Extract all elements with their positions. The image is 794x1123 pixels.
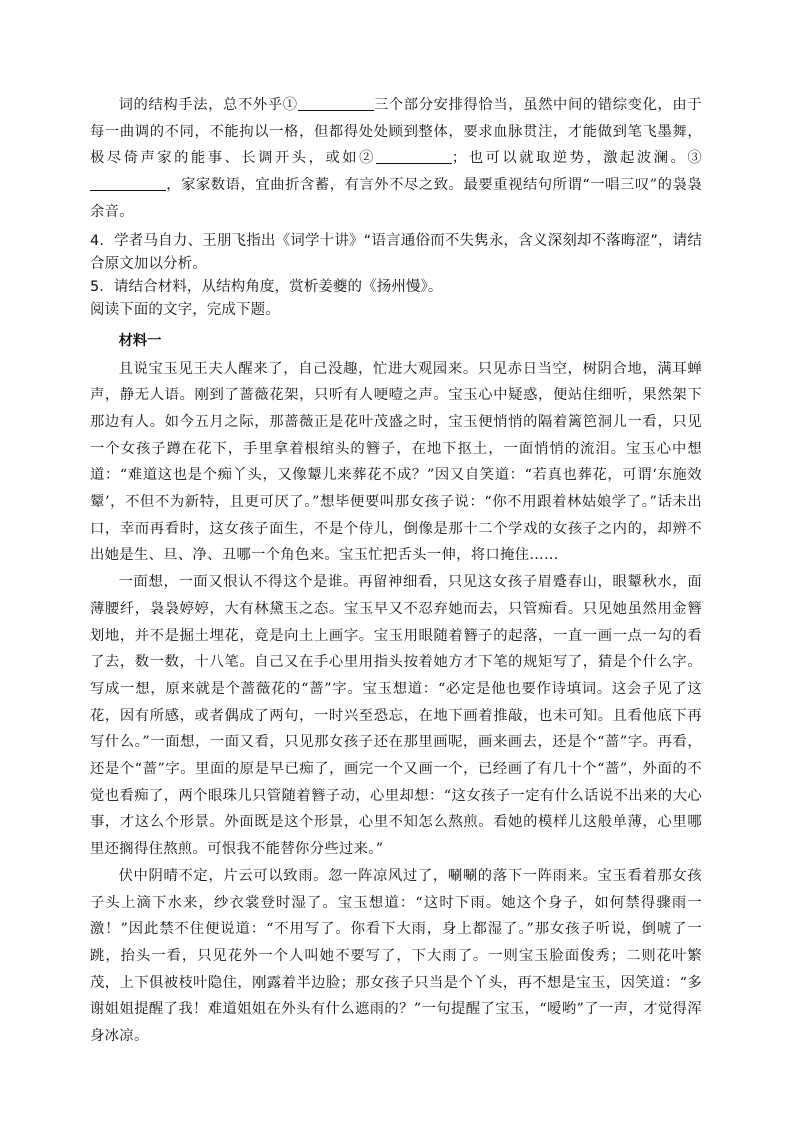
story-paragraph-2: 一面想，一面又恨认不得这个是谁。再留神细看，只见这女孩子眉蹙春山，眼颦秋水，面薄腰纤，袅袅婷婷，大有林黛玉之态。宝玉早又不忍弃她而去，只管痴看。只见她虽然用金簪划地，并不是掘土埋花，竟是向土上画字。宝玉用眼随着簪子的起落，一直一画一点一勾的看了去，数一数，十八笔。自己又在手心里用指头按着她方才下笔的规矩写了，猜是个什么字。写成一想，原来就是个蔷薇花的“蔷”字。宝玉想道：“必定是他也要作诗填词。这会子见了这花，因有所感，或者偶成了两句，一时兴至恐忘，在地下画着推敲，也未可知。且看他底下再写什么。”一面想，一面又看，只见那女孩子还在那里画呢，画来画去，还是个“蔷”字。再看，还是个“蔷”字。里面的原是早已痴了，画完一个又画一个，已经画了有几十个“蔷”，外面的不觉也看痴了，两个眼珠儿只管随着簪子动，心里却想：“这女孩子一定有什么话说不出来的大心事，才这么个形景。外面既是这个形景，心里不知怎么熬煎。看她的模样儿这般单薄，心里哪里还搁得住熬煎。可恨我不能替你分些过来。” — [90, 574, 702, 858]
question-5: 5．请结合材料，从结构角度，赏析姜夔的《扬州慢》。 — [90, 278, 443, 295]
intro-text-4: ，家家数语，宜曲折含蓄，有言外不尽之致。最要重视结句所谓“一唱三叹”的袅袅余音。 — [90, 177, 702, 220]
material-title: 材料一 — [118, 332, 162, 349]
answer-blank-3[interactable] — [90, 175, 166, 191]
intro-text-1: 词的结构手法，总不外乎① — [118, 97, 298, 113]
reading-instruction: 阅读下面的文字，完成下题。 — [90, 301, 280, 318]
intro-text-3: ；也可以就取逆势，激起波澜。③ — [451, 150, 703, 167]
intro-paragraph — [90, 92, 702, 226]
answer-blank-2[interactable] — [376, 148, 452, 164]
document-page — [90, 92, 702, 1050]
answer-blank-1[interactable] — [298, 95, 374, 111]
question-4: 4．学者马自力、王朋飞指出《词学十讲》“语言通俗而不失隽永，含义深刻却不落晦涩”，请结合原文加以分析。 — [90, 232, 702, 272]
story-paragraph-3: 伏中阴晴不定，片云可以致雨。忽一阵凉风过了，唰唰的落下一阵雨来。宝玉看着那女孩子头上滴下水来，纱衣裳登时湿了。宝玉想道：“这时下雨。她这个身子，如何禁得骤雨一激！”因此禁不住便说道：“不用写了。你看下大雨，身上都湿了。”那女孩子听说，倒唬了一跳，抬头一看，只见花外一个人叫她不要写了，下大雨了。一则宝玉脸面俊秀；二则花叶繁茂，上下俱被枝叶隐住，刚露着半边脸；那女孩子只当是个丫头，再不想是宝玉，因笑道：“多谢姐姐提醒了我！难道姐姐在外头有什么遮雨的？”一句提醒了宝玉，“嗳哟”了一声，才觉得浑身冰凉。 — [90, 867, 702, 1045]
story-paragraph-1: 且说宝玉见王夫人醒来了，自己没趣，忙进大观园来。只见赤日当空，树阴合地，满耳蝉声，静无人语。刚到了蔷薇花架，只听有人哽噎之声。宝玉心中疑惑，便站住细听，果然架下那边有人。如今五月之际，那蔷薇正是花叶茂盛之时，宝玉便悄悄的隔着篱笆洞儿一看，只见一个女孩子蹲在花下，手里拿着根绾头的簪子，在地下抠土，一面悄悄的流泪。宝玉心中想道：“难道这也是个痴丫头，又像颦儿来葬花不成？”因又自笑道：“若真也葬花，可谓‘东施效颦’，不但不为新特，且更可厌了。”想毕便要叫那女孩子说：“你不用跟着林姑娘学了。”话未出口，幸而再看时，这女孩子面生，不是个侍儿，倒像是那十二个学戏的女孩子之内的，却辨不出她是生、旦、净、丑哪一个角色来。宝玉忙把舌头一伸，将口掩住…… — [90, 360, 702, 564]
intro-text-2: 三个部分安排得恰当，虽然中间的错综变化，由于每一曲调的不同，不能拘以一格，但都得处处顾到整体，要求血脉贯注，才能做到笔飞墨舞，极尽倚声家的能事、长调开头，或如② — [90, 97, 703, 167]
